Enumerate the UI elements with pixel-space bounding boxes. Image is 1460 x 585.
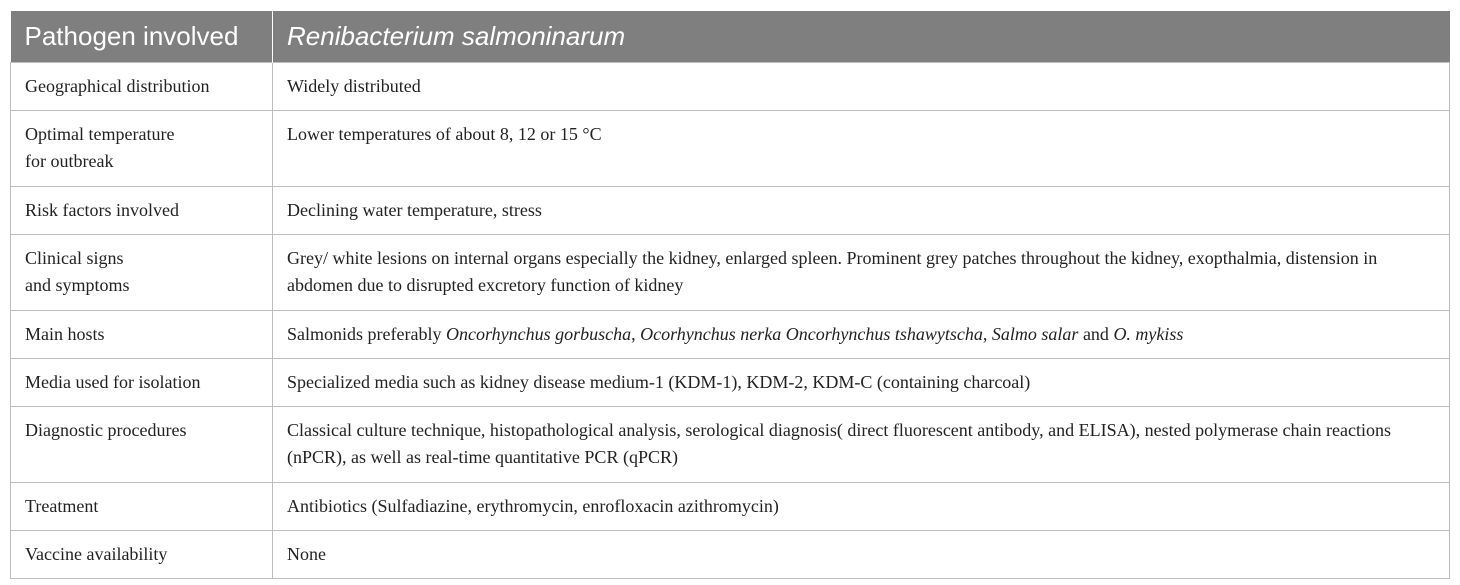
species-name: Oncorhynchus gorbuscha xyxy=(445,323,632,344)
row-label xyxy=(11,310,273,358)
row-value: Antibiotics (Sulfadiazine, erythromycin, enrofloxacin azithromycin) xyxy=(273,482,1450,530)
table-row xyxy=(11,62,1450,110)
species-name: O. mykiss xyxy=(1113,323,1184,344)
row-label xyxy=(11,482,273,530)
value-text: , xyxy=(982,323,992,344)
header-pathogen-name: Renibacterium salmoninarum xyxy=(273,11,1450,62)
row-label-line: Geographical distribution xyxy=(25,75,210,96)
table-row xyxy=(11,530,1450,578)
row-label-line: for outbreak xyxy=(25,150,114,171)
species-name: Salmo salar xyxy=(991,323,1079,344)
pathogen-table-container xyxy=(10,11,1449,579)
row-value: Specialized media such as kidney disease medium-1 (KDM-1), KDM-2, KDM-C (containing charcoal) xyxy=(273,358,1450,406)
table-header xyxy=(11,11,1450,62)
row-label-line: and symptoms xyxy=(25,274,130,295)
row-value: Lower temperatures of about 8, 12 or 15 °C xyxy=(273,110,1450,186)
value-text: and xyxy=(1078,323,1114,344)
row-label-line: Diagnostic procedures xyxy=(25,419,187,440)
row-label xyxy=(11,62,273,110)
row-value: Grey/ white lesions on internal organs especially the kidney, enlarged spleen. Prominent grey patches throughout the kidney, exopthalmia, distension in abdomen due to disrupted excretory function of kidney xyxy=(273,234,1450,310)
row-label-line: Optimal temperature xyxy=(25,123,175,144)
row-label-line: Risk factors involved xyxy=(25,199,179,220)
pathogen-table xyxy=(10,11,1450,579)
value-text: , xyxy=(631,323,641,344)
row-label xyxy=(11,530,273,578)
row-label-line: Vaccine availability xyxy=(25,543,168,564)
table-body xyxy=(11,62,1450,578)
row-value: Widely distributed xyxy=(273,62,1450,110)
row-value: Declining water temperature, stress xyxy=(273,186,1450,234)
header-pathogen-involved: Pathogen involved xyxy=(11,11,273,62)
table-row xyxy=(11,358,1450,406)
row-label xyxy=(11,358,273,406)
row-label xyxy=(11,186,273,234)
table-row xyxy=(11,310,1450,358)
table-row xyxy=(11,482,1450,530)
row-label xyxy=(11,110,273,186)
row-label-line: Clinical signs xyxy=(25,247,124,268)
row-label-line: Media used for isolation xyxy=(25,371,201,392)
row-label xyxy=(11,234,273,310)
table-row xyxy=(11,186,1450,234)
table-row xyxy=(11,234,1450,310)
table-row xyxy=(11,110,1450,186)
row-label-line: Main hosts xyxy=(25,323,105,344)
row-label xyxy=(11,406,273,482)
row-value: None xyxy=(273,530,1450,578)
row-label-line: Treatment xyxy=(25,495,99,516)
table-row xyxy=(11,406,1450,482)
value-text: Salmonids preferably xyxy=(287,323,446,344)
species-name: Ocorhynchus nerka Oncorhynchus tshawytscha xyxy=(640,323,983,344)
header-row xyxy=(11,11,1450,62)
row-value xyxy=(273,310,1450,358)
row-value: Classical culture technique, histopathological analysis, serological diagnosis( direct fluorescent antibody, and ELISA), nested polymerase chain reactions (nPCR), as well as real-time quantitative PCR (qPCR) xyxy=(273,406,1450,482)
